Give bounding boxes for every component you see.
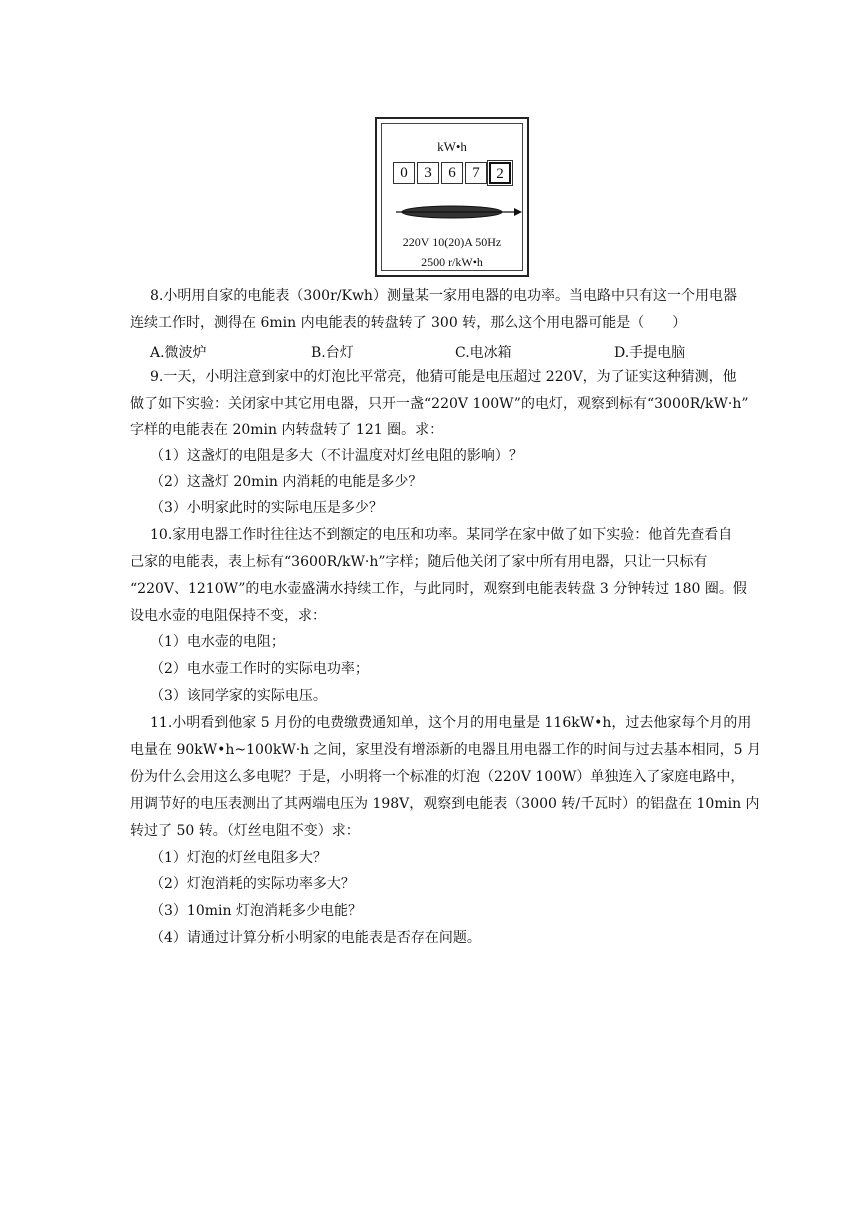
q8-line: 连续工作时，测得在 6min 内电能表的转盘转了 300 转，那么这个用电器可能是（ ）	[130, 315, 687, 331]
q10-line: 己家的电能表，表上标有“3600R/kW·h”字样；随后他关闭了家中所有用电器，只让一只标有	[130, 554, 708, 570]
q9-line: 9.一天，小明注意到家中的灯泡比平常亮，他猜可能是电压超过 220V，为了证实这种猜测，他	[150, 369, 737, 385]
q11-subquestion: （3）10min 灯泡消耗多少电能？	[150, 903, 362, 919]
q9-subquestion: （1）这盏灯的电阻是多大（不计温度对灯丝电阻的影响）？	[150, 448, 523, 464]
electric-meter-figure	[375, 117, 529, 277]
meter-digit: 6	[441, 162, 463, 184]
q11-line: 转过了 50 转。（灯丝电阻不变）求：	[130, 823, 360, 839]
meter-inner-frame	[381, 123, 523, 271]
meter-disc-icon	[396, 203, 524, 221]
q9-line: 字样的电能表在 20min 内转盘转了 121 圈。求：	[130, 422, 444, 438]
q10-subquestion: （1）电水壶的电阻；	[150, 634, 285, 650]
meter-unit-label: kW•h	[437, 139, 467, 154]
q11-line: 11.小明看到他家 5 月份的电费缴费通知单，这个月的用电量是 116kW•h，过去他家每个月的用	[150, 715, 752, 731]
q9-subquestion: （2）这盏灯 20min 内消耗的电能是多少？	[150, 474, 423, 490]
meter-spec-constant: 2500 r/kW•h	[421, 255, 483, 269]
q10-line: “220V、1210W”的电水壶盛满水持续工作，与此同时，观察到电能表转盘 3 分钟转过 180 圈。假	[130, 581, 747, 597]
meter-digit-decimal: 2	[489, 162, 511, 184]
meter-digit: 3	[417, 162, 439, 184]
q8-option-c: C.电冰箱	[455, 345, 512, 361]
q9-line: 做了如下实验：关闭家中其它用电器，只开一盏“220V 100W”的电灯，观察到标有“3000R/kW·h”	[130, 396, 749, 412]
q9-subquestion: （3）小明家此时的实际电压是多少？	[150, 500, 383, 516]
q8-option-b: B.台灯	[311, 345, 354, 361]
q11-line: 份为什么会用这么多电呢？于是，小明将一个标准的灯泡（220V 100W）单独连入了家庭电路中，	[130, 769, 745, 785]
q11-subquestion: （2）灯泡消耗的实际功率多大？	[150, 876, 355, 892]
q10-line: 设电水壶的电阻保持不变，求：	[130, 608, 326, 624]
meter-digit: 7	[465, 162, 487, 184]
q10-line: 10.家用电器工作时往往达不到额定的电压和功率。某同学在家中做了如下实验：他首先查看自	[150, 527, 733, 543]
q8-option-a: A.微波炉	[150, 345, 207, 361]
meter-spec-rating: 220V 10(20)A 50Hz	[402, 235, 502, 249]
q11-line: 用调节好的电压表测出了其两端电压为 198V，观察到电能表（3000 转/千瓦时）的铝盘在 10min 内	[130, 796, 760, 812]
q11-subquestion: （1）灯泡的灯丝电阻多大？	[150, 850, 327, 866]
q8-option-d: D.手提电脑	[614, 345, 686, 361]
q10-subquestion: （2）电水壶工作时的实际电功率；	[150, 661, 369, 677]
meter-digits	[393, 162, 513, 184]
q11-line: 电量在 90kW•h~100kW·h 之间，家里没有增添新的电器且用电器工作的时间与过去基本相同，5 月	[130, 742, 762, 758]
meter-digit: 0	[393, 162, 415, 184]
q8-line: 8.小明用自家的电能表（300r/Kwh）测量某一家用电器的电功率。当电路中只有这一个用电器	[150, 288, 737, 304]
q11-subquestion: （4）请通过计算分析小明家的电能表是否存在问题。	[150, 930, 481, 946]
q10-subquestion: （3）该同学家的实际电压。	[150, 688, 327, 704]
